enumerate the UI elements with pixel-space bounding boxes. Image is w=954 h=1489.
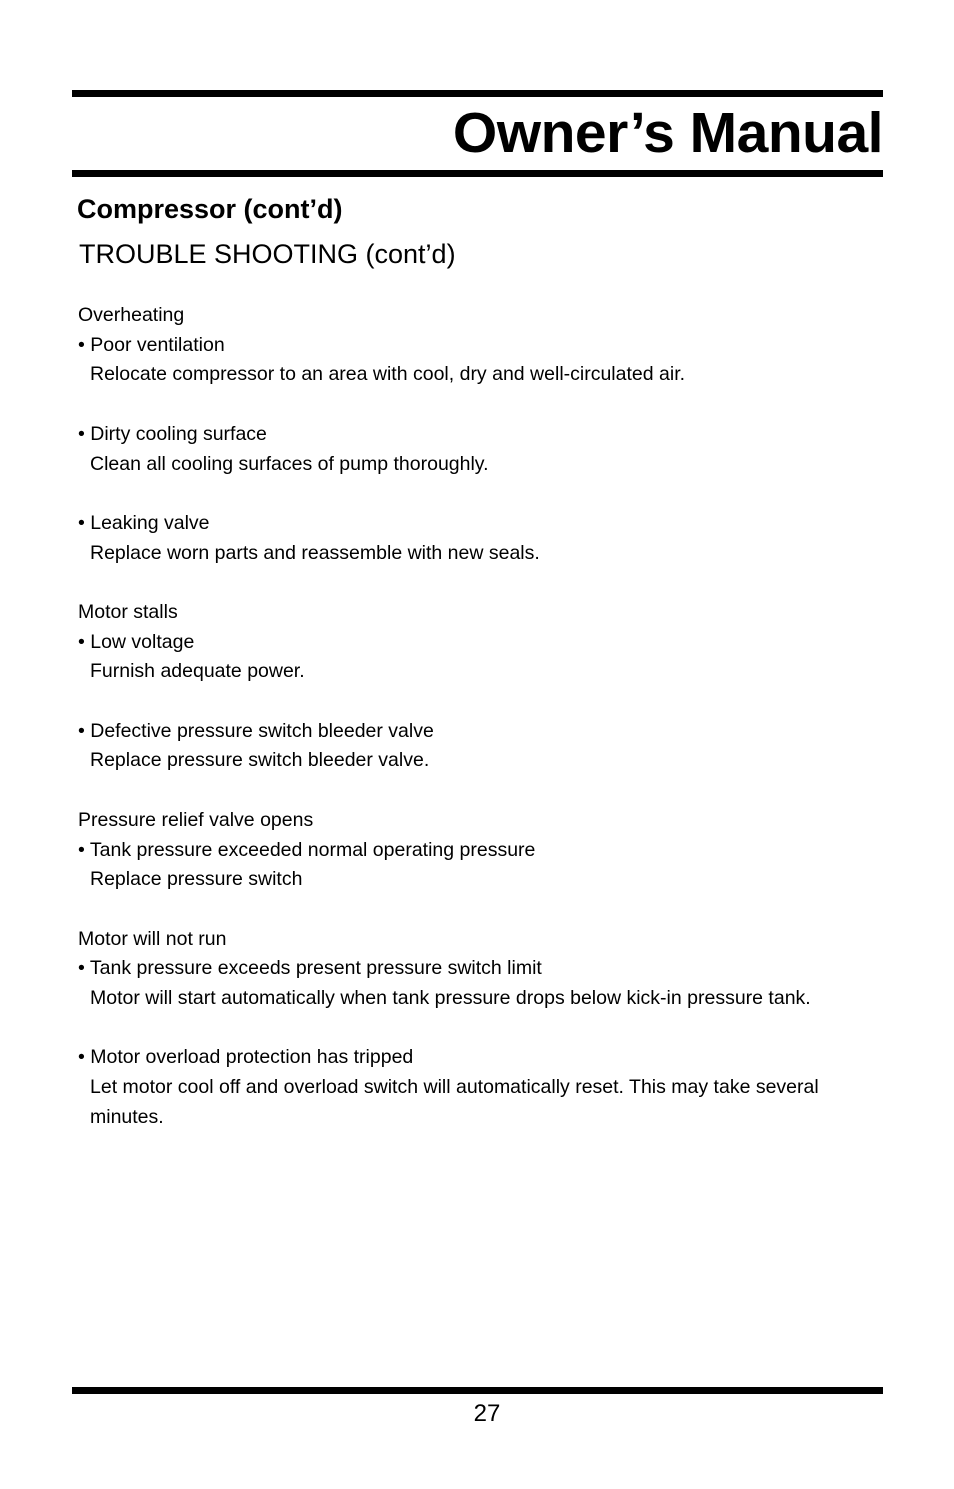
remedy-text: Replace pressure switch — [90, 868, 303, 891]
cause-text: • Tank pressure exceeded normal operating pressure — [78, 838, 536, 861]
section-subtitle: TROUBLE SHOOTING (cont’d) — [79, 239, 456, 269]
cause-text: • Dirty cooling surface — [78, 422, 267, 445]
list-item — [78, 420, 888, 479]
list-item — [78, 628, 888, 687]
cause-text: • Tank pressure exceeds present pressure switch limit — [78, 957, 542, 980]
list-item — [78, 331, 888, 390]
remedy-text: Let motor cool off and overload switch will automatically reset. This may take several minutes. — [90, 1076, 819, 1128]
remedy-text: Replace worn parts and reassemble with new seals. — [90, 541, 540, 564]
list-item — [78, 1043, 888, 1132]
remedy-text: Clean all cooling surfaces of pump thoroughly. — [90, 452, 489, 475]
remedy-text: Furnish adequate power. — [90, 660, 305, 683]
cause-text: • Defective pressure switch bleeder valve — [78, 719, 434, 742]
list-item — [78, 509, 888, 568]
problem-group-motor-will-not-run — [78, 925, 888, 1133]
problem-heading: Pressure relief valve opens — [78, 808, 314, 831]
section-title: Compressor (cont’d) — [77, 194, 343, 224]
problem-group-motor-stalls — [78, 598, 888, 776]
header-top-rule — [72, 90, 883, 97]
cause-text: • Motor overload protection has tripped — [78, 1046, 414, 1069]
cause-text: • Leaking valve — [78, 511, 210, 534]
problem-heading: Motor stalls — [78, 600, 178, 623]
page-number: 27 — [473, 1400, 501, 1427]
cause-text: • Poor ventilation — [78, 333, 225, 356]
document-title: Owner’s Manual — [452, 101, 883, 165]
remedy-text: Replace pressure switch bleeder valve. — [90, 749, 430, 772]
problem-group-overheating — [78, 301, 888, 568]
list-item — [78, 954, 888, 1013]
troubleshooting-list — [78, 301, 888, 1133]
remedy-text: Motor will start automatically when tank pressure drops below kick-in pressure tank. — [90, 987, 811, 1010]
problem-heading: Motor will not run — [78, 927, 227, 950]
footer-rule — [72, 1387, 883, 1394]
problem-group-relief-valve — [78, 806, 888, 895]
cause-text: • Low voltage — [78, 630, 195, 653]
header-bottom-rule — [72, 170, 883, 177]
list-item — [78, 836, 888, 895]
problem-heading: Overheating — [78, 304, 185, 326]
list-item — [78, 717, 888, 776]
remedy-text: Relocate compressor to an area with cool, dry and well-circulated air. — [90, 363, 686, 386]
